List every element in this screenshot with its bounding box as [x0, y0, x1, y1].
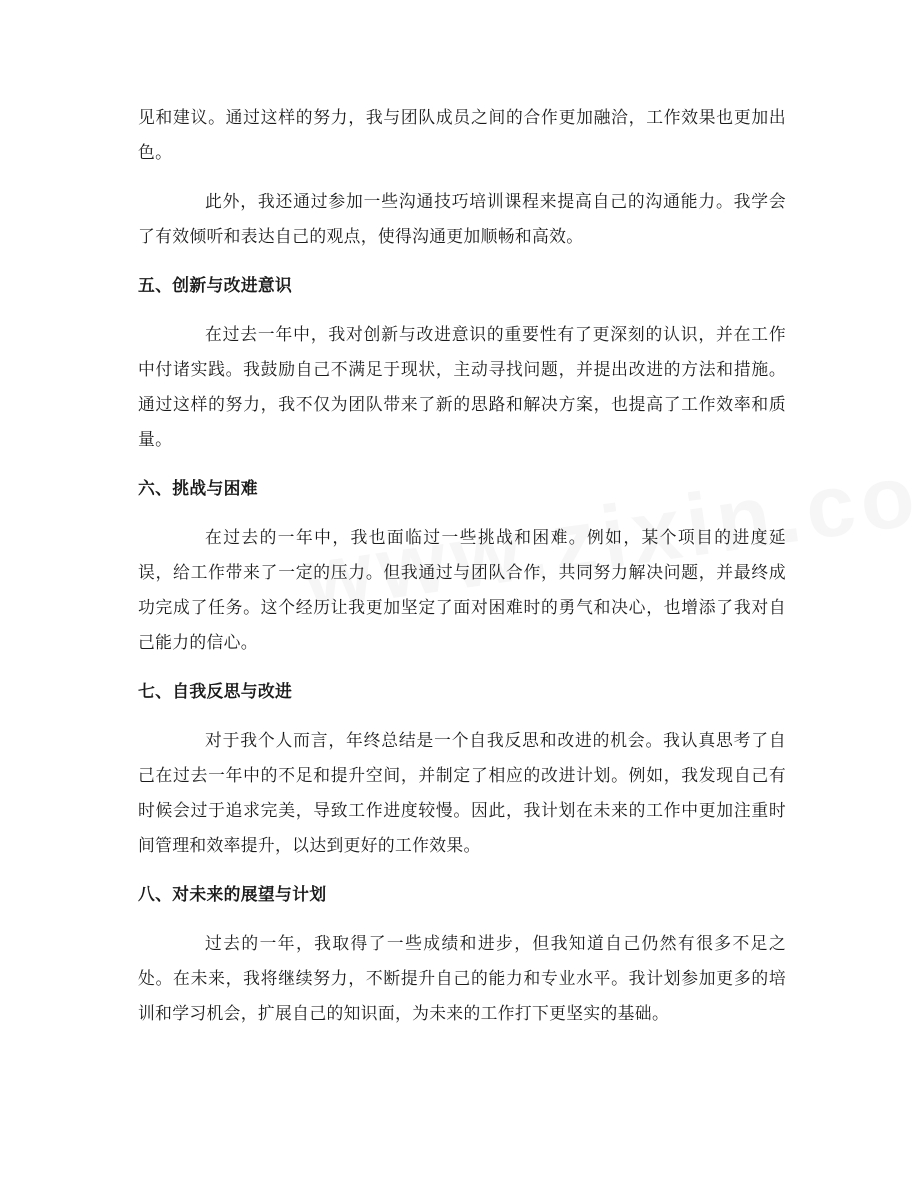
paragraph-innovation: 在过去一年中，我对创新与改进意识的重要性有了更深刻的认识，并在工作中付诸实践。我鼓励自己不满足于现状，主动寻找问题，并提出改进的方法和措施。通过这样的努力，我不仅为团队带来了新的思路和解决方案，也提高了工作效率和质量。 [138, 324, 786, 449]
heading-self-reflection: 七、自我反思与改进 [138, 681, 293, 701]
document-page [138, 100, 786, 1031]
heading-future-plan: 八、对未来的展望与计划 [138, 884, 327, 904]
paragraph-future-plan: 过去的一年，我取得了一些成绩和进步，但我知道自己仍然有很多不足之处。在未来，我将继续努力，不断提升自己的能力和专业水平。我计划参加更多的培训和学习机会，扩展自己的知识面，为未来的工作打下更坚实的基础。 [138, 933, 786, 1023]
heading-innovation: 五、创新与改进意识 [138, 275, 293, 295]
paragraph-challenges: 在过去的一年中，我也面临过一些挑战和困难。例如，某个项目的进度延误，给工作带来了一定的压力。但我通过与团队合作，共同努力解决问题，并最终成功完成了任务。这个经历让我更加坚定了面对困难时的勇气和决心，也增添了我对自己能力的信心。 [138, 527, 786, 652]
paragraph-communication-training: 此外，我还通过参加一些沟通技巧培训课程来提高自己的沟通能力。我学会了有效倾听和表达自己的观点，使得沟通更加顺畅和高效。 [138, 191, 786, 246]
paragraph-self-reflection: 对于我个人而言，年终总结是一个自我反思和改进的机会。我认真思考了自己在过去一年中的不足和提升空间，并制定了相应的改进计划。例如，我发现自己有时候会过于追求完美，导致工作进度较慢。因此，我计划在未来的工作中更加注重时间管理和效率提升，以达到更好的工作效果。 [138, 730, 786, 855]
paragraph-communication-end: 见和建议。通过这样的努力，我与团队成员之间的合作更加融洽，工作效果也更加出色。 [138, 107, 786, 162]
heading-challenges: 六、挑战与困难 [138, 478, 258, 498]
